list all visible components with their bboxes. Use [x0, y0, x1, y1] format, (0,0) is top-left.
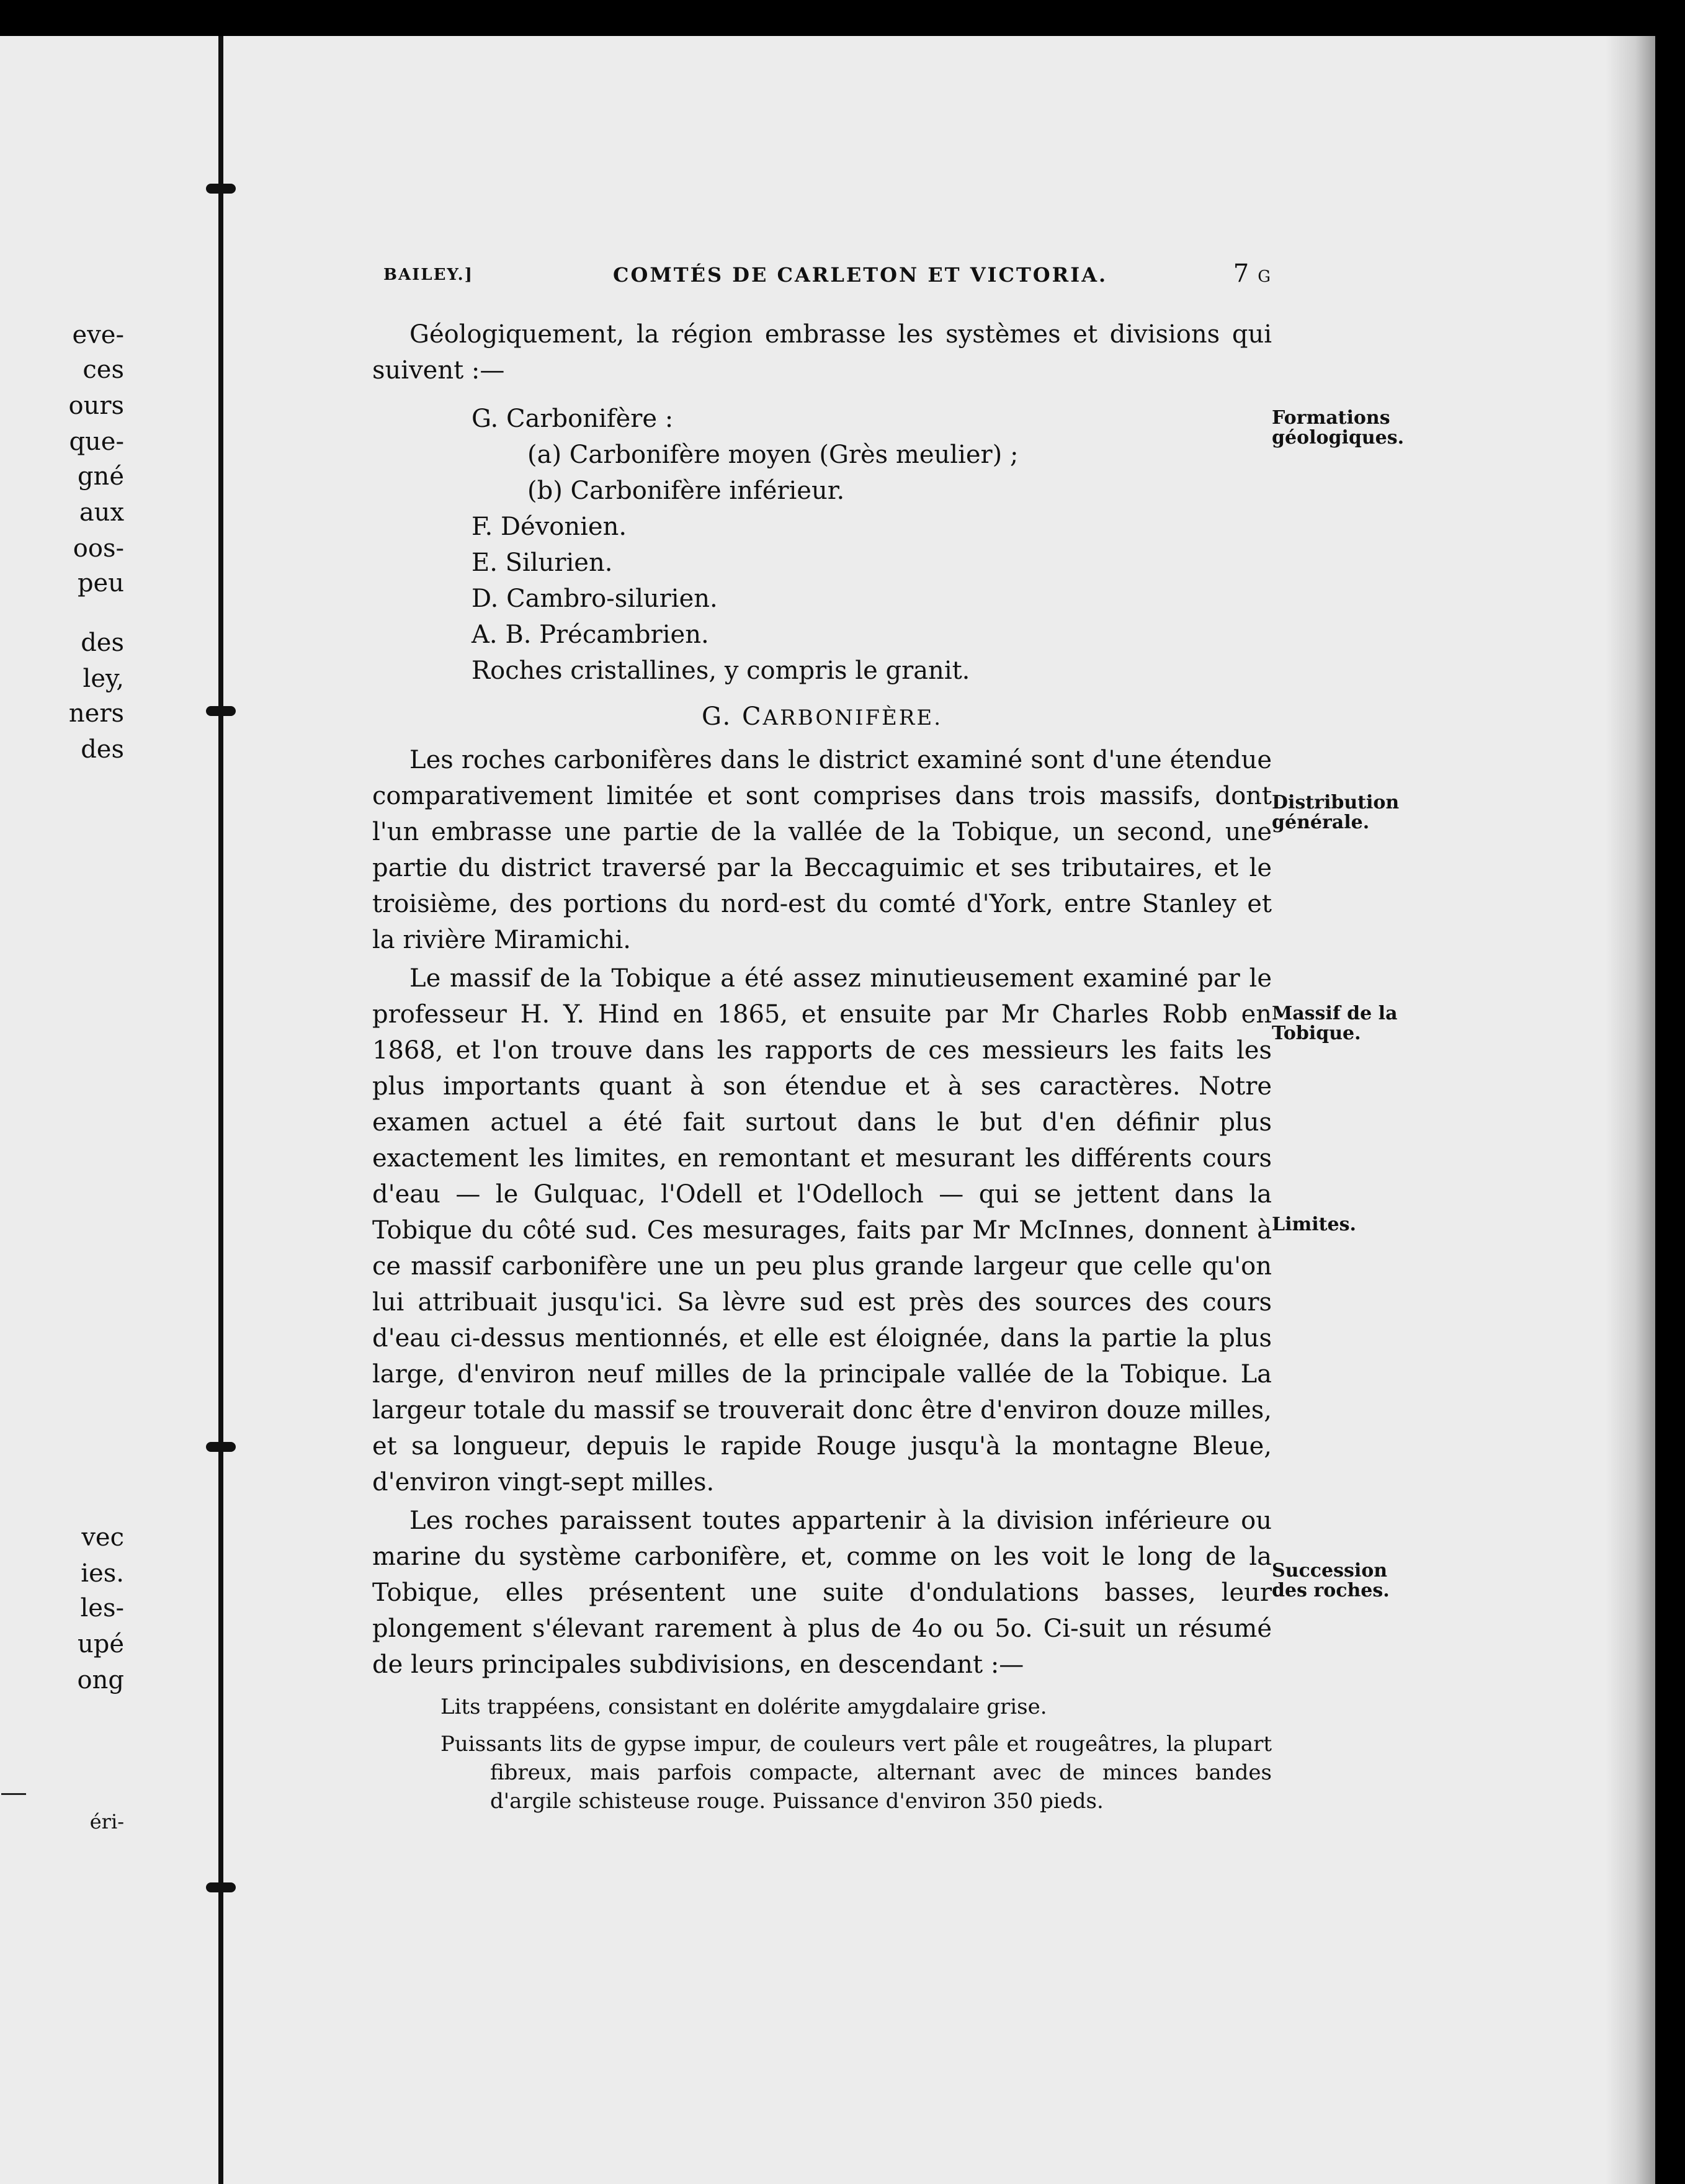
binding-gutter-line — [218, 36, 223, 2184]
formation-item: A. B. Précambrien. — [472, 620, 709, 649]
facing-page-word: éri- — [89, 1810, 124, 1833]
formation-item: E. Silurien. — [472, 548, 613, 577]
side-note-formations: Formations géologiques. — [1272, 407, 1405, 449]
main-text — [372, 316, 1272, 1824]
section-heading-initial: G. C — [701, 702, 763, 731]
intro-paragraph: Géologiquement, la région embrasse les systèmes et divisions qui suivent :— — [372, 320, 1272, 385]
strata-item: Puissants lits de gypse impur, de couleurs vert pâle et rougeâtres, la plupart fibreux, mais parfois compacte, alternant avec de minces bandes d'argile schisteuse rouge. Puissance d'environ 350 pieds. — [440, 1732, 1272, 1814]
formation-item: G. Carbonifère : — [472, 405, 674, 433]
formation-item: Roches cristallines, y compris le granit. — [472, 656, 970, 685]
side-note-distribution: Distribution générale. — [1272, 792, 1400, 833]
facing-page-word: les- — [80, 1594, 124, 1622]
facing-page-word: ours — [68, 392, 124, 420]
fastener-mark — [206, 1882, 236, 1892]
fastener-mark — [206, 706, 236, 716]
folio-suffix: G — [1258, 267, 1271, 286]
scanned-page — [0, 36, 1655, 2184]
facing-page-word: que- — [69, 427, 124, 456]
facing-page-word: ies. — [81, 1559, 124, 1588]
section-heading — [372, 697, 1272, 737]
facing-page-word: des — [81, 735, 124, 764]
facing-page-word: aux — [79, 498, 124, 527]
side-note-succession: Succession des roches. — [1272, 1560, 1390, 1601]
formation-subitem: (a) Carbonifère moyen (Grès meulier) ; — [527, 441, 1019, 469]
formation-item: D. Cambro-silurien. — [472, 584, 718, 613]
fastener-mark — [206, 184, 236, 194]
facing-page-word: ong — [77, 1666, 124, 1694]
facing-page-word: oos- — [73, 534, 124, 563]
paragraph-distribution: Les roches carbonifères dans le district examiné sont d'une étendue comparativement limitée et sont comprises dans trois massifs, dont l'un embrasse une partie de la vallée de la Tobique, un second, une partie du district traversé par la Beccaguimic et ses tributaires, et le troisième, des portions du nord-est du comté d'York, entre Stanley et la rivière Miramichi. — [372, 746, 1272, 954]
page-edge-shadow — [1606, 36, 1655, 2184]
facing-page-word: peu — [77, 569, 124, 597]
paragraph-tobique: Le massif de la Tobique a été assez minutieusement examiné par le professeur H. Y. Hind en 1865, et ensuite par Mr Charles Robb en 1868, et l'on trouve dans les rapports de ces messieurs les faits les plus importants quant à son étendue et à ses caractères. Notre examen actuel a été fait surtout dans le but d'en définir plus exactement les limites, en remontant et mesurant les différents cours d'eau — le Gulquac, l'Odell et l'Odelloch — qui se jettent dans la Tobique du côté sud. Ces mesurages, faits par Mr McInnes, donnent à ce massif carbonifère une un peu plus grande largeur que celle qu'on lui attribuait jusqu'ici. Sa lèvre sud est près des sources des cours d'eau ci-dessus mentionnés, et elle est éloignée, dans la partie la plus large, d'environ neuf milles de la principale vallée de la Tobique. La largeur totale du massif se trouverait donc être d'environ douze milles, et sa longueur, depuis le rapide Rouge jusqu'à la montagne Bleue, d'environ vingt-sept milles. — [372, 964, 1272, 1497]
facing-page-word: vec — [81, 1523, 124, 1552]
strata-item: Lits trappéens, consistant en dolérite amygdalaire grise. — [440, 1694, 1047, 1719]
paragraph-succession: Les roches paraissent toutes appartenir à la division inférieure ou marine du système carbonifère, et, comme on les voit le long de la Tobique, elles présentent une suite d'ondulations basses, leur plongement s'élevant rarement à plus de 4o ou 5o. Ci-suit un résumé de leurs principales subdivisions, en descendant :— — [372, 1506, 1272, 1679]
formation-subitem: (b) Carbonifère inférieur. — [527, 477, 845, 505]
running-title: COMTÉS DE CARLETON ET VICTORIA. — [613, 263, 1108, 287]
facing-page-word: ners — [68, 699, 124, 728]
side-note-massif: Massif de la Tobique. — [1272, 1003, 1398, 1044]
page-number — [1233, 259, 1271, 288]
facing-page-fragments — [0, 36, 211, 2184]
facing-page-word: ley, — [83, 665, 124, 693]
facing-page-word: des — [81, 629, 124, 657]
formation-list — [372, 401, 1272, 689]
section-heading-rest: ARBONIFÈRE. — [762, 705, 943, 730]
facing-page-word: gné — [77, 462, 124, 491]
folio-number: 7 — [1233, 259, 1249, 288]
fastener-mark — [206, 1442, 236, 1452]
formation-item: F. Dévonien. — [472, 512, 627, 541]
facing-page-word: upé — [77, 1630, 124, 1658]
side-note-limites: Limites. — [1272, 1214, 1356, 1235]
facing-page-word: ces — [83, 356, 124, 384]
facing-page-word: eve- — [72, 321, 124, 349]
facing-page-rule — [1, 1793, 26, 1795]
strata-list — [372, 1693, 1272, 1815]
running-header — [383, 257, 1271, 288]
author-running-head: BAILEY.] — [383, 266, 473, 284]
